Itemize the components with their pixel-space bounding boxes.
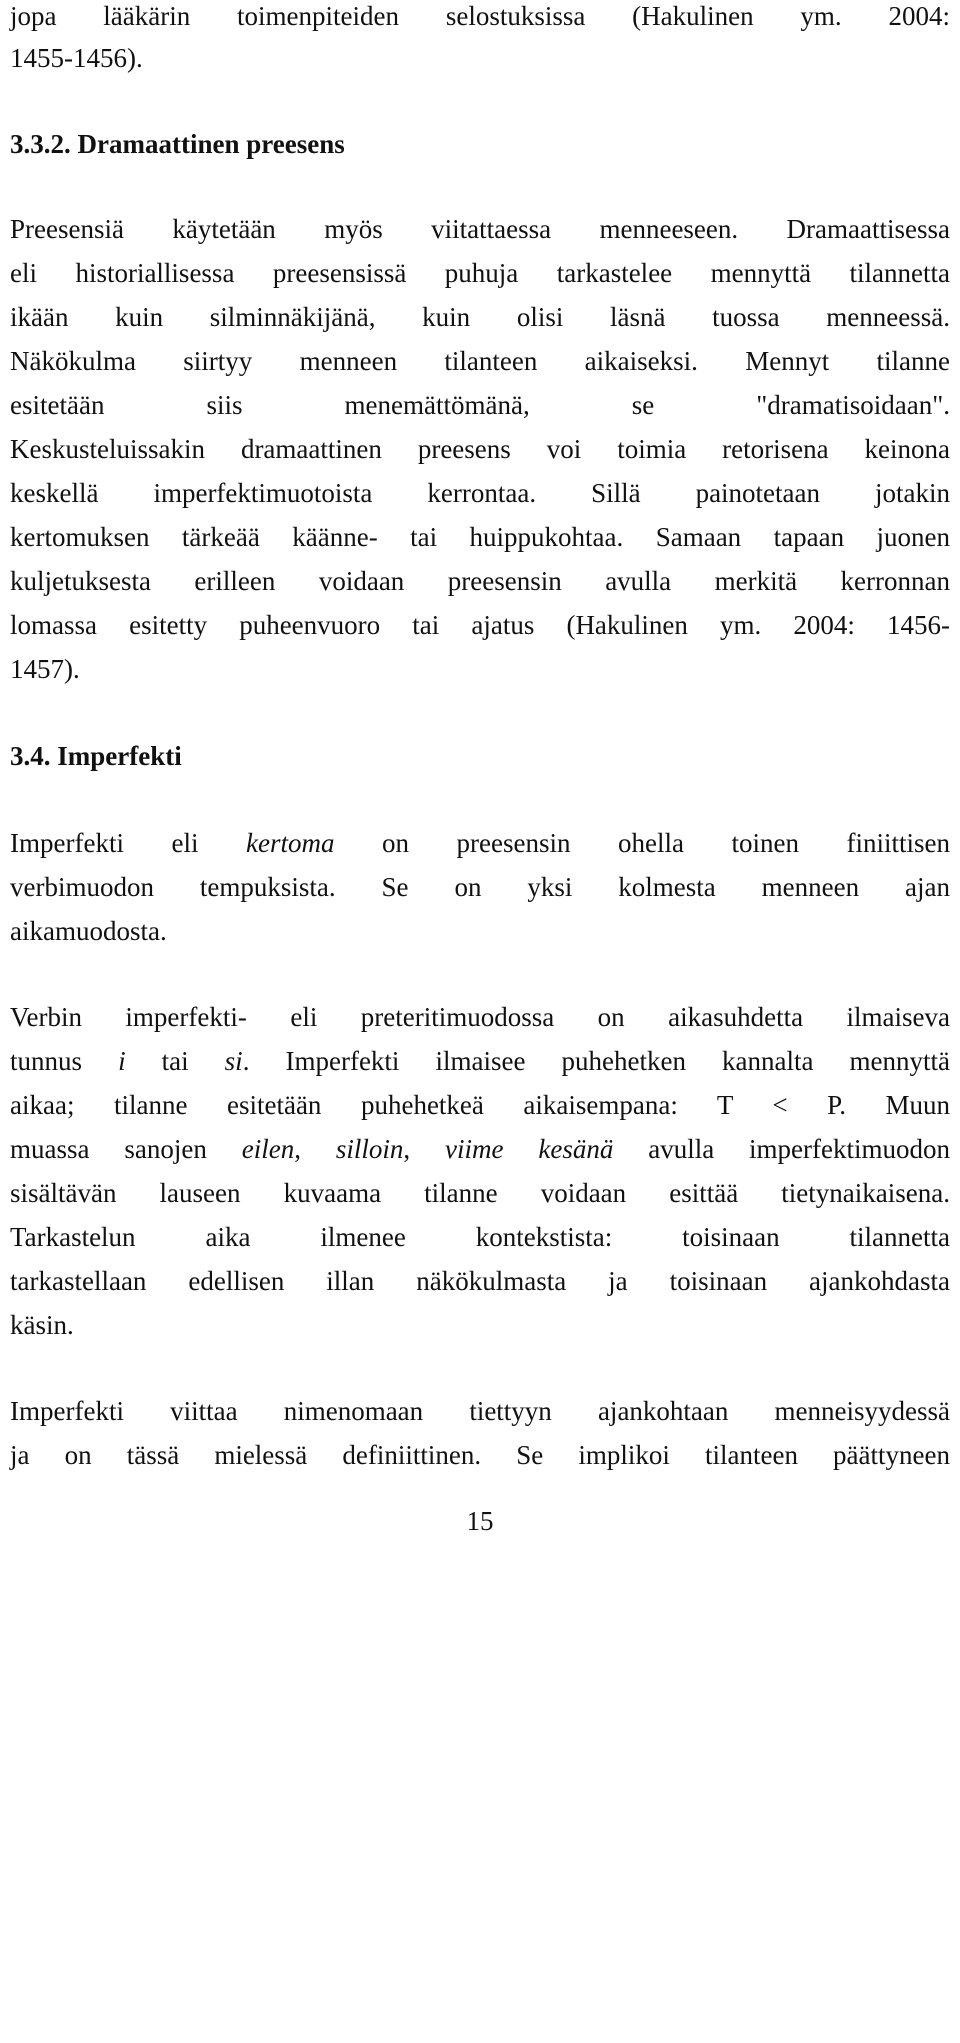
- body-text-line: 1457).: [10, 654, 80, 684]
- section-heading: 3.4. Imperfekti: [10, 741, 182, 771]
- section-heading: 3.3.2. Dramaattinen preesens: [10, 129, 345, 159]
- italic-term: i: [118, 1046, 126, 1076]
- italic-term: silloin: [335, 1134, 404, 1164]
- body-text-line: sisältävän lauseen kuvaama tilanne voidaan esittää tietynaikaisena.: [10, 1178, 950, 1208]
- body-text-line: lomassa esitetty puheenvuoro tai ajatus (Hakulinen ym. 2004: 1456-: [10, 610, 950, 640]
- body-text-line: keskellä imperfektimuotoista kerrontaa. Sillä painotetaan jotakin: [10, 478, 950, 508]
- body-text-line: kuljetuksesta erilleen voidaan preesensin avulla merkitä kerronnan: [10, 566, 950, 596]
- body-text-line: verbimuodon tempuksista. Se on yksi kolmesta menneen ajan: [10, 872, 950, 902]
- body-text-line: aikamuodosta.: [10, 916, 167, 946]
- page-number: 15: [466, 1506, 494, 1536]
- body-text-line: Imperfekti eli kertoma on preesensin ohella toinen finiittisen: [10, 828, 950, 858]
- body-text-line: esitetään siis menemättömänä, se "dramatisoidaan".: [10, 390, 950, 420]
- body-text-line: tarkastellaan edellisen illan näkökulmasta ja toisinaan ajankohdasta: [10, 1266, 950, 1296]
- body-text-line: Verbin imperfekti- eli preteritimuodossa on aikasuhdetta ilmaiseva: [10, 1002, 950, 1032]
- body-text-line: ja on tässä mielessä definiittinen. Se implikoi tilanteen päättyneen: [10, 1440, 950, 1470]
- body-text-line: kertomuksen tärkeää käänne- tai huippukohtaa. Samaan tapaan juonen: [10, 522, 950, 552]
- italic-term: kertoma: [245, 828, 335, 858]
- body-text-line: Näkökulma siirtyy menneen tilanteen aikaiseksi. Mennyt tilanne: [10, 346, 950, 376]
- italic-term: viime kesänä: [445, 1134, 614, 1164]
- body-text-line: käsin.: [10, 1310, 74, 1340]
- body-text-line: Preesensiä käytetään myös viitattaessa menneeseen. Dramaattisessa: [10, 214, 950, 244]
- body-text-line: aikaa; tilanne esitetään puhehetkeä aikaisempana: T < P. Muun: [10, 1090, 950, 1120]
- body-text-line: tunnus i tai si. Imperfekti ilmaisee puhehetken kannalta mennyttä: [10, 1046, 950, 1076]
- body-text-line: Tarkastelun aika ilmenee kontekstista: toisinaan tilannetta: [10, 1222, 950, 1252]
- body-text-line: 1455-1456).: [10, 43, 143, 73]
- italic-term: eilen: [241, 1134, 295, 1164]
- body-text-line: eli historiallisessa preesensissä puhuja tarkastelee mennyttä tilannetta: [10, 258, 950, 288]
- italic-term: si: [224, 1046, 243, 1076]
- body-text-line: Imperfekti viittaa nimenomaan tiettyyn ajankohtaan menneisyydessä: [10, 1396, 950, 1426]
- body-text-line: Keskusteluissakin dramaattinen preesens voi toimia retorisena keinona: [10, 434, 950, 464]
- body-text-line: jopa lääkärin toimenpiteiden selostuksissa (Hakulinen ym. 2004:: [10, 1, 950, 31]
- body-text-line: ikään kuin silminnäkijänä, kuin olisi läsnä tuossa menneessä.: [10, 302, 950, 332]
- body-text-line: muassa sanojen eilen, silloin, viime kesänä avulla imperfektimuodon: [10, 1134, 951, 1164]
